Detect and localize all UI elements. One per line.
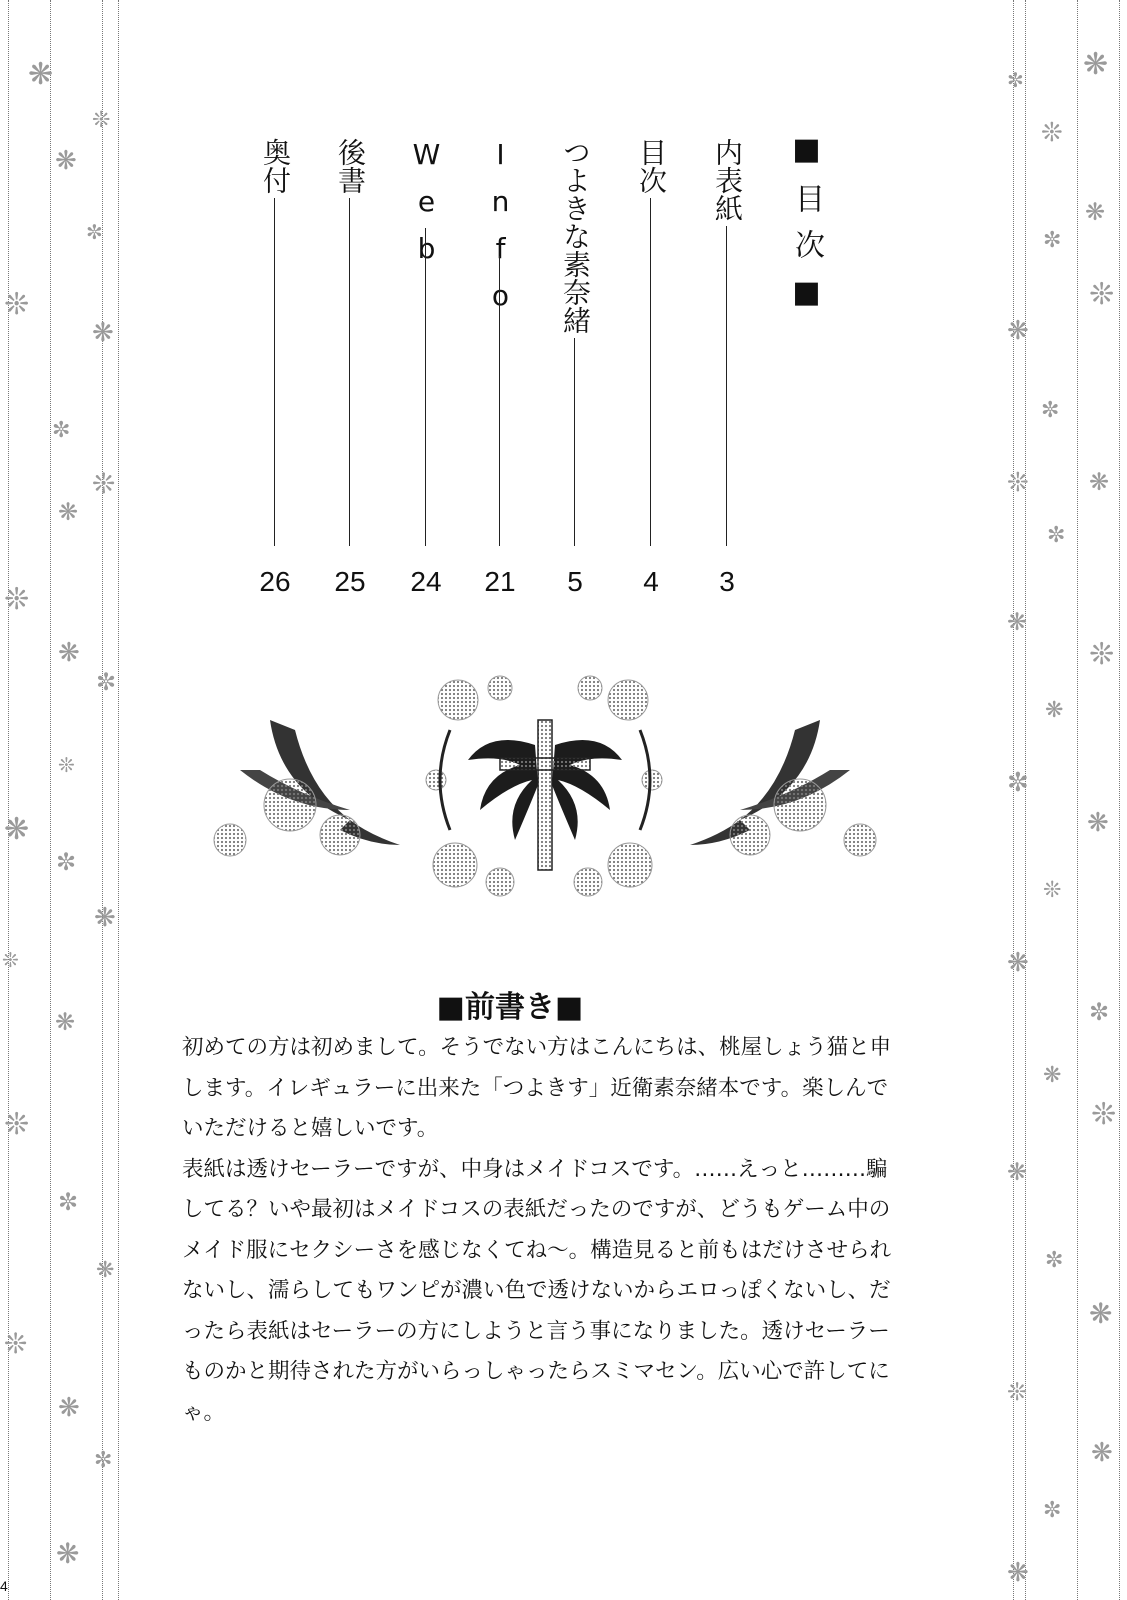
snowflake-icon: ✼: [1007, 768, 1029, 798]
snowflake-icon: ✼: [1043, 1498, 1062, 1523]
snowflake-icon: ❊: [58, 753, 75, 777]
snowflake-icon: ❋: [28, 57, 54, 92]
snowflake-icon: ❋: [1085, 198, 1106, 226]
snowflake-icon: ❊: [1041, 118, 1063, 148]
toc-leader-line: [349, 198, 350, 546]
snowflake-icon: ✼: [96, 668, 117, 696]
toc-entry-title: 後書: [334, 138, 367, 194]
snowflake-icon: ❋: [1007, 1158, 1028, 1186]
snowflake-icon: ❊: [4, 287, 30, 322]
snowflake-icon: ❊: [4, 1327, 28, 1360]
snowflake-icon: ❋: [55, 146, 77, 176]
foreword-title: ■前書き■: [436, 990, 584, 1025]
foreword-paragraph: 表紙は透けセーラーですが、中身はメイドコスです。……えっと………騙してる？いや最初はメイドコスの表紙だったのですが、どうもゲーム中のメイド服にセクシーさを感じなくてね～。構造見ると前もはだけさせられないし、濡らしてもワンピが濃い色で透けないからエロっぽくないし、だったら表紙はセーラーの方にしようと言う事になりました。透けセーラーものかと期待された方がいらっしゃったらスミマセン。広い心で許してにゃ。: [182, 1156, 892, 1425]
toc-entry-page: 4: [643, 566, 659, 597]
left-border-decoration: [0, 0, 120, 1600]
snowflake-icon: ❊: [1089, 637, 1115, 672]
snowflake-icon: ❋: [1043, 1063, 1062, 1088]
snowflake-icon: ❊: [92, 467, 116, 500]
snowflake-icon: ❋: [58, 498, 79, 526]
snowflake-icon: ❋: [96, 1258, 115, 1283]
snowflake-icon: ✼: [1043, 228, 1062, 253]
snowflake-icon: ❋: [56, 1537, 80, 1570]
toc-entry-page: 3: [719, 566, 735, 597]
toc-entry-title: 内表紙: [711, 138, 744, 222]
toc-leader-line: [726, 226, 727, 546]
snowflake-icon: ❊: [92, 108, 111, 133]
snowflake-icon: ❋: [55, 1008, 76, 1036]
page-number: 4: [0, 1578, 8, 1594]
snowflake-icon: ❋: [1007, 948, 1029, 978]
toc-entry: [545, 138, 605, 598]
toc-leader-line: [650, 198, 651, 546]
toc-entry: [470, 138, 530, 598]
toc-entry-title: 目次: [635, 138, 668, 194]
foreword-body: [182, 1028, 902, 1433]
snowflake-icon: ✼: [1007, 68, 1024, 92]
snowflake-icon: ❊: [2, 948, 19, 972]
winged-cross-ornament: [200, 660, 890, 910]
snowflake-icon: ❊: [1089, 277, 1115, 312]
snowflake-icon: ✼: [1045, 1248, 1064, 1273]
toc-entry-title: Web: [410, 138, 443, 279]
snowflake-icon: ✼: [86, 220, 103, 244]
snowflake-icon: ❊: [1007, 1378, 1028, 1406]
snowflake-icon: ❋: [1087, 808, 1109, 838]
toc-entry-page: 25: [334, 566, 366, 597]
snowflake-icon: ✼: [56, 848, 77, 876]
snowflake-icon: ❊: [1091, 1097, 1117, 1132]
snowflake-icon: ❋: [1089, 468, 1110, 496]
toc-entry-title: つよきな素奈緒: [559, 138, 592, 334]
snowflake-icon: ❊: [4, 1107, 30, 1142]
toc-leader-line: [274, 198, 275, 546]
snowflake-icon: ❋: [58, 638, 80, 668]
toc-leader-line: [574, 338, 575, 546]
snowflake-icon: ❊: [1007, 468, 1029, 498]
toc-entry: [320, 138, 380, 598]
snowflake-icon: ✼: [94, 1448, 113, 1473]
toc-entry-title: Info: [484, 138, 517, 326]
snowflake-icon: ✼: [1089, 998, 1110, 1026]
snowflake-icon: ❋: [1007, 608, 1028, 636]
toc-entry-page: 21: [484, 566, 516, 597]
snowflake-icon: ✼: [52, 418, 71, 443]
snowflake-icon: ❋: [1091, 1438, 1113, 1468]
toc-entry: [621, 138, 681, 598]
snowflake-icon: ✼: [1041, 398, 1060, 423]
snowflake-icon: ❋: [1045, 698, 1064, 723]
toc-entry-page: 24: [410, 566, 442, 597]
snowflake-icon: ❊: [4, 582, 30, 617]
snowflake-icon: ❋: [1007, 316, 1029, 346]
snowflake-icon: ❋: [94, 903, 116, 933]
right-border-decoration: [1007, 0, 1127, 1600]
toc-leader-line: [425, 228, 426, 546]
cross-ornament-icon: [200, 660, 890, 910]
snowflake-icon: ❋: [1089, 1297, 1113, 1330]
snowflake-icon: ❊: [1043, 878, 1062, 903]
toc-leader-line: [499, 256, 500, 546]
toc-entry-title: 奥付: [259, 138, 292, 194]
snowflake-icon: ❋: [58, 1393, 80, 1423]
foreword-paragraph: 初めての方は初めまして。そうでない方はこんにちは、桃屋しょう猫と申します。イレギュラーに出来た「つよきす」近衛素奈緒本です。楽しんでいただけると嬉しいです。: [182, 1035, 892, 1141]
toc-heading: ■目次■: [789, 132, 824, 326]
snowflake-icon: ❋: [4, 812, 30, 847]
toc-entry: [396, 138, 456, 598]
snowflake-icon: ✼: [1047, 523, 1066, 548]
snowflake-icon: ✼: [58, 1188, 79, 1216]
toc-entry-page: 26: [259, 566, 291, 597]
snowflake-icon: ❋: [1083, 47, 1109, 82]
snowflake-icon: ❋: [92, 318, 114, 348]
toc-entry-page: 5: [567, 566, 583, 597]
toc-entry: [697, 138, 757, 598]
toc-entry: [245, 138, 305, 598]
snowflake-icon: ❋: [1007, 1558, 1029, 1588]
